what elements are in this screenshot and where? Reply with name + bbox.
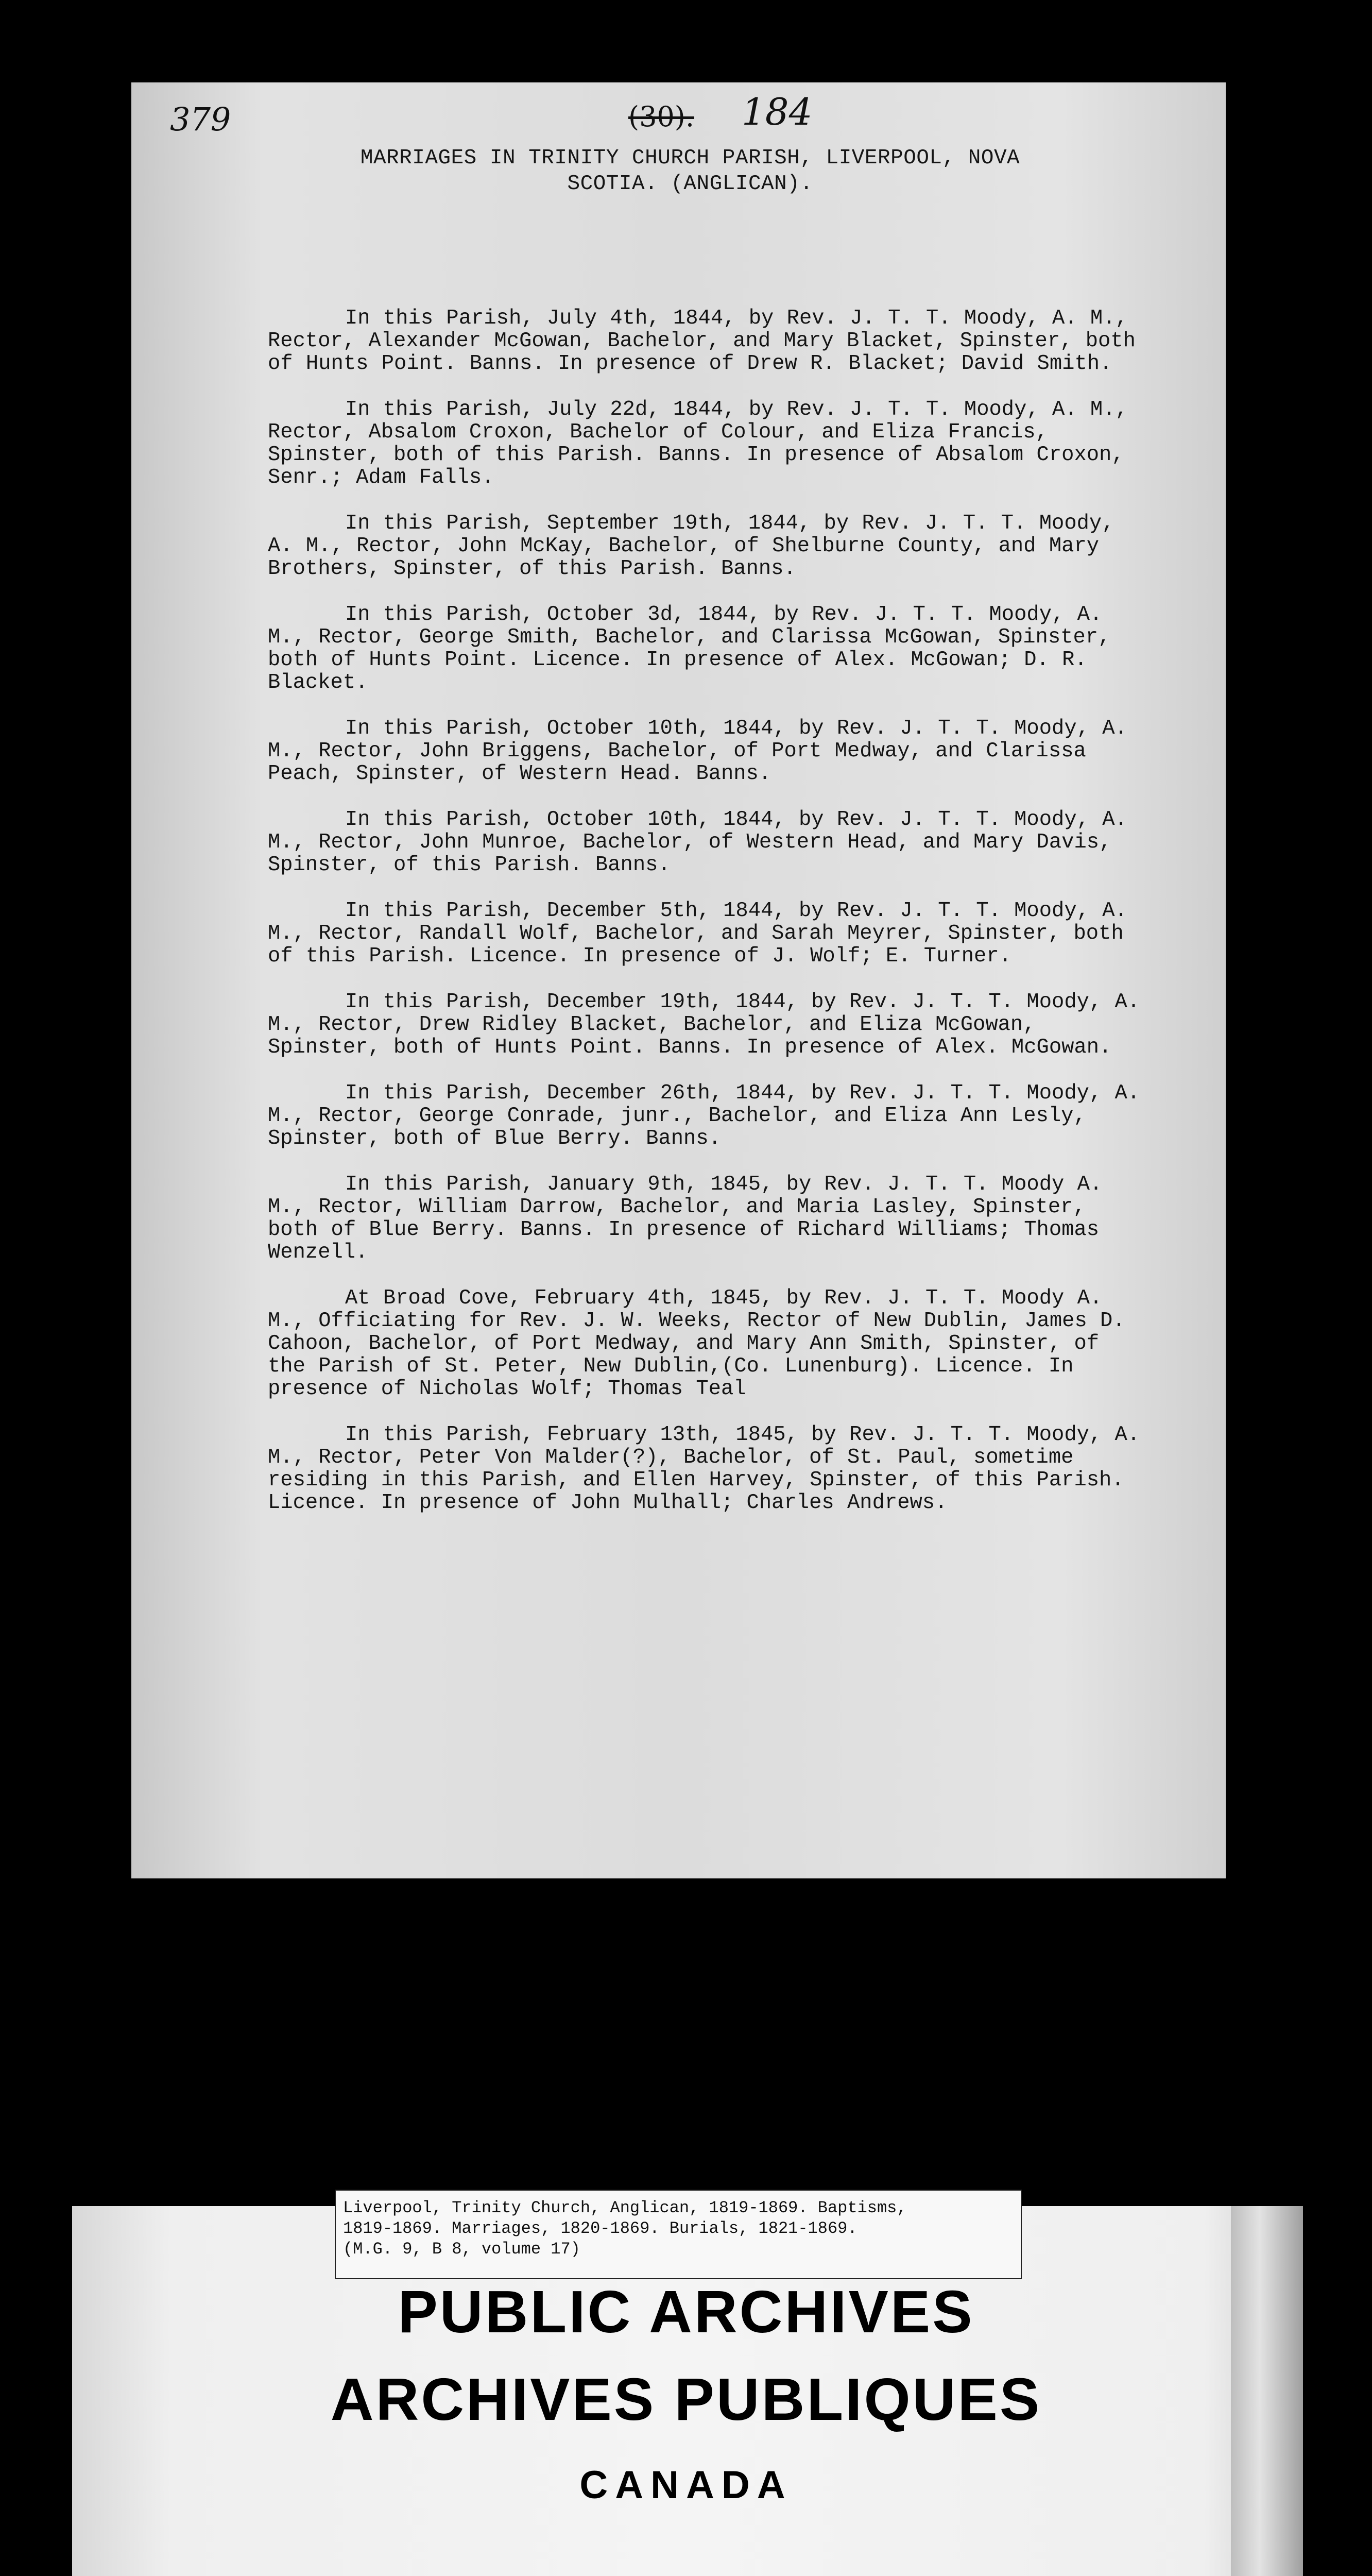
collection-label-line: Liverpool, Trinity Church, Anglican, 1819-1869. Baptisms, [343,2198,907,2217]
marriage-entry: In this Parish, February 13th, 1845, by Rev. J. T. T. Moody, A. M., Rector, Peter Von Malder(?), Bachelor, of St. Paul, sometime residing in this Parish, and Ellen Harvey, Spinster, of this Parish. Licence. In presence of John Mulhall; Charles Andrews. [268,1423,1140,1515]
marriage-entry: At Broad Cove, February 4th, 1845, by Rev. J. T. T. Moody A. M., Officiating for Rev. J. W. Weeks, Rector of New Dublin, James D. Cahoon, Bachelor, of Port Medway, and Mary Ann Smith, Spinster, of the Parish of St. Peter, New Dublin,(Co. Lunenburg). Licence. In presence of Nicholas Wolf; Thomas Teal [268,1286,1125,1401]
marriage-entry: In this Parish, December 19th, 1844, by Rev. J. T. T. Moody, A. M., Rector, Drew Ridley Blacket, Bachelor, and Eliza McGowan, Spinster, both of Hunts Point. Banns. In presence of Alex. McGowan. [268,990,1140,1059]
marriage-entry: In this Parish, July 4th, 1844, by Rev. J. T. T. Moody, A. M., Rector, Alexander McGowan, Bachelor, and Mary Blacket, Spinster, both of Hunts Point. Banns. In presence of Drew R. Blacket; David Smith. [268,307,1136,376]
marriage-entry: In this Parish, October 10th, 1844, by Rev. J. T. T. Moody, A. M., Rector, John Munroe, Bachelor, of Western Head, and Mary Davis, Spinster, of this Parish. Banns. [268,808,1127,877]
collection-label-line: (M.G. 9, B 8, volume 17) [343,2240,580,2259]
page-number: 184 [742,90,813,133]
marriage-entry: In this Parish, December 5th, 1844, by Rev. J. T. T. Moody, A. M., Rector, Randall Wolf, Bachelor, and Sarah Meyrer, Spinster, both of this Parish. Licence. In presence of J. Wolf; E. Turner. [268,899,1127,968]
archives-heading-french: ARCHIVES PUBLIQUES [330,2366,1042,2433]
collection-label [335,2190,1022,2279]
archives-heading-english: PUBLIC ARCHIVES [398,2278,974,2345]
marriage-entry: In this Parish, January 9th, 1845, by Rev. J. T. T. Moody A. M., Rector, William Darrow, Bachelor, and Maria Lasley, Spinster, both of Blue Berry. Banns. In presence of Richard Williams; Thomas Wenzell. [268,1173,1103,1264]
margin-number: 379 [170,100,231,138]
marriage-entry: In this Parish, July 22d, 1844, by Rev. J. T. T. Moody, A. M., Rector, Absalom Croxon, Bachelor of Colour, and Eliza Francis, Spinster, both of this Parish. Banns. In presence of Absalom Croxon, Senr.; Adam Falls. [268,398,1128,489]
marriage-entry: In this Parish, September 19th, 1844, by Rev. J. T. T. Moody, A. M., Rector, John McKay, Bachelor, of Shelburne County, and Mary Brothers, Spinster, of this Parish. Banns. [268,512,1114,581]
collection-label-line: 1819-1869. Marriages, 1820-1869. Burials, 1821-1869. [343,2219,858,2238]
country-heading: CANADA [579,2463,793,2507]
document-title: MARRIAGES IN TRINITY CHURCH PARISH, LIVERPOOL, NOVA SCOTIA. (ANGLICAN). [360,146,1020,196]
marriage-entries [268,307,1143,1537]
struck-page-number: (30). [628,100,695,133]
marriage-entry: In this Parish, October 3d, 1844, by Rev. J. T. T. Moody, A. M., Rector, George Smith, Bachelor, and Clarissa McGowan, Spinster, both of Hunts Point. Licence. In presence of Alex. McGowan; D. R. Blacket. [268,603,1111,694]
marriage-entry: In this Parish, December 26th, 1844, by Rev. J. T. T. Moody, A. M., Rector, George Conrade, junr., Bachelor, and Eliza Ann Lesly, Spinster, both of Blue Berry. Banns. [268,1081,1140,1150]
marriage-entry: In this Parish, October 10th, 1844, by Rev. J. T. T. Moody, A. M., Rector, John Briggens, Bachelor, of Port Medway, and Clarissa Peach, Spinster, of Western Head. Banns. [268,717,1127,786]
